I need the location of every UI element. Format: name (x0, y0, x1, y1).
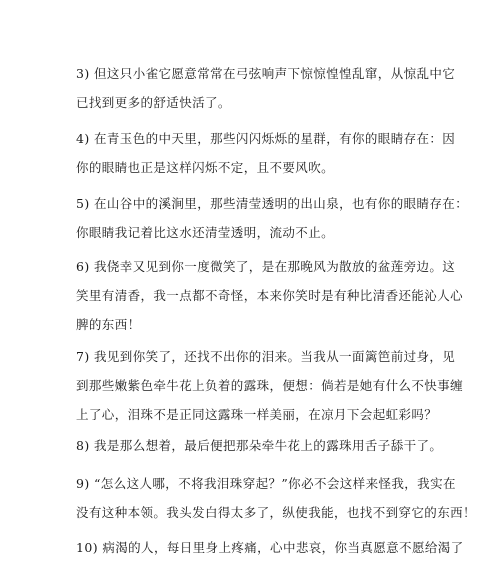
paragraph-9 (76, 469, 476, 527)
paragraph-5 (76, 189, 469, 247)
paragraph-line: 9) “怎么这人哪，不将我泪珠穿起？”你必不会这样来怪我，我实在 (76, 476, 456, 491)
paragraph-line: 7) 我见到你笑了，还找不出你的泪来。当我从一面篱笆前过身，见 (76, 349, 456, 364)
paragraph-line: 5) 在山谷中的溪涧里，那些清莹透明的出山泉，也有你的眼睛存在： (76, 196, 469, 211)
paragraph-line: 10) 病渴的人，每日里身上疼痛，心中悲哀，你当真愿意不愿给渴了 (76, 540, 464, 555)
paragraph-line: 8) 我是那么想着，最后便把那朵牵牛花上的露珠用舌子舔干了。 (76, 438, 443, 453)
paragraph-line: 上了心，泪珠不是正同这露珠一样美丽，在凉月下会起虹彩吗？ (76, 407, 438, 422)
paragraph-line: 6) 我侥幸又见到你一度微笑了，是在那晚风为散放的盆莲旁边。这 (76, 259, 456, 274)
paragraph-line: 你眼睛我记着比这水还清莹透明，流动不止。 (76, 225, 335, 240)
paragraph-8 (76, 431, 443, 460)
paragraph-line: 笑里有清香，我一点都不奇怪，本来你笑时是有种比清香还能沁人心 (76, 288, 464, 303)
paragraph-6 (76, 252, 464, 339)
paragraph-line: 到那些嫩紫色牵牛花上负着的露珠，便想：倘若是她有什么不快事缠 (76, 378, 464, 393)
paragraph-line: 3) 但这只小雀它愿意常常在弓弦响声下惊惊惶惶乱窜，从惊乱中它 (76, 66, 456, 81)
paragraph-line: 你的眼睛也正是这样闪烁不定，且不要风吹。 (76, 160, 335, 175)
paragraph-7 (76, 342, 464, 429)
paragraph-3 (76, 59, 456, 117)
paragraph-line: 4) 在青玉色的中天里，那些闪闪烁烁的星群，有你的眼睛存在：因 (76, 131, 456, 146)
paragraph-line: 脾的东西！ (76, 317, 141, 332)
paragraph-line: 已找到更多的舒适快活了。 (76, 95, 231, 110)
paragraph-10 (76, 533, 464, 562)
paragraph-4 (76, 124, 456, 182)
paragraph-line: 没有这种本领。我头发白得太多了，纵使我能，也找不到穿它的东西！ (76, 505, 476, 520)
